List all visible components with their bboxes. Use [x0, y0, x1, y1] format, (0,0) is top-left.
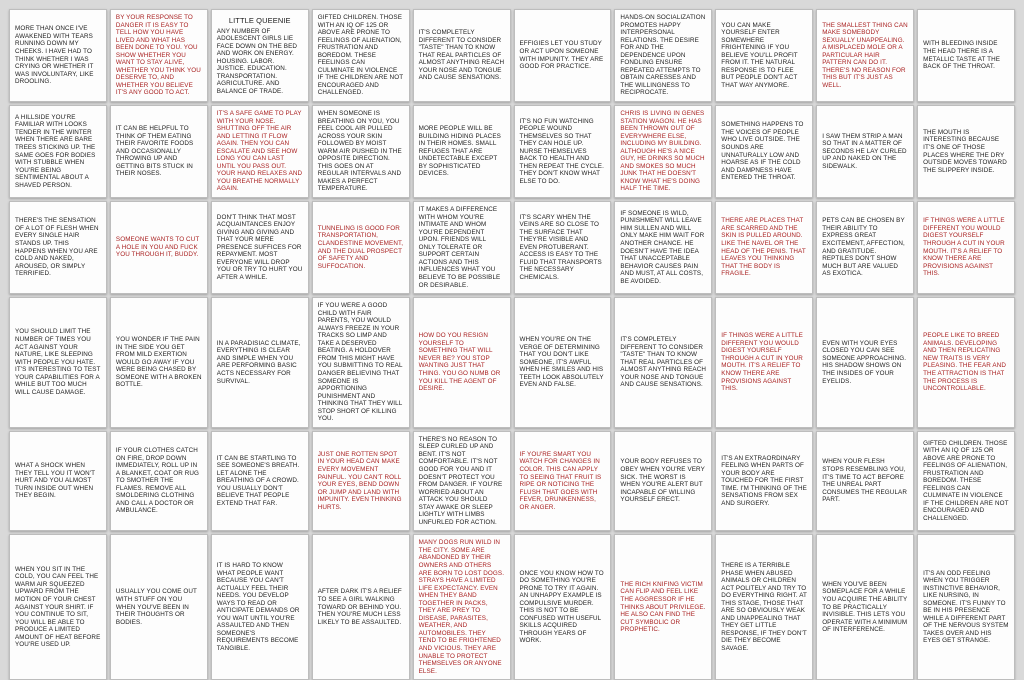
panel-text: IT'S COMPLETELY DIFFERENT TO CONSIDER "TASTE" THAN TO KNOW THAT REAL PARTICLES OF ALMOST ANYTHING REACH YOUR NOSE AND TONGUE AND CAUSE SENSATIONS. [620, 336, 706, 389]
panel-text: WHAT A SHOCK WHEN THEY TELL YOU IT WON'T HURT AND YOU ALMOST TURN INSIDE OUT WHEN THEY BEGIN. [15, 462, 95, 500]
panel-text: WHEN SOMEONE IS BREATHING ON YOU, YOU FEEL COOL AIR PULLED ACROSS YOUR SKIN FOLLOWED BY MOIST WARM AIR PUSHED IN THE OPPOSITE DIRECTION. THIS GOES ON AT REGULAR INTERVALS AND MAKES A PERFECT TEMPERATURE. [317, 110, 402, 193]
text-panel [312, 9, 410, 102]
panel-text: HOW DO YOU RESIGN YOURSELF TO SOMETHING THAT WILL NEVER BE? YOU STOP WANTING JUST THAT THING. YOU GO NUMB OR YOU KILL THE AGENT OF DESIRE. [418, 332, 501, 393]
panel-text: GIFTED CHILDREN. THOSE WITH AN IQ OF 125 OR ABOVE ARE PRONE TO FEELINGS OF ALIENATION, FRUSTRATION AND BOREDOM. THESE FEELINGS CAN CULMINATE IN VIOLENCE IF THE CHILDREN ARE NOT ENCOURAGED AND CHALLENGED. [317, 14, 404, 97]
text-panel [816, 201, 914, 294]
panel-text: IT'S NO FUN WATCHING PEOPLE WOUND THEMSELVES SO THAT THEY CAN HOLE UP. NURSE THEMSELVES BACK TO HEALTH AND THEN REPEAT THE CYCLE. THEY DON'T KNOW WHAT ELSE TO DO. [519, 117, 604, 185]
panel-text: IT'S AN EXTRAORDINARY FEELING WHEN PARTS OF YOUR BODY ARE TOUCHED FOR THE FIRST TIME. I'M THINKING OF THE SENSATIONS FROM SEX AND SURGERY. [721, 454, 807, 507]
text-panel [816, 9, 914, 102]
text-panel [211, 431, 309, 532]
panel-text: YOU SHOULD LIMIT THE NUMBER OF TIMES YOU ACT AGAINST YOUR NATURE, LIKE SLEEPING WITH PEOPLE YOU HATE. IT'S INTERESTING TO TEST YOUR CAPABILITIES FOR A WHILE BUT TOO MUCH WILL CAUSE DAMAGE. [15, 328, 101, 396]
text-panel [9, 105, 107, 198]
panel-text: ONCE YOU KNOW HOW TO DO SOMETHING YOU'RE PRONE TO TRY IT AGAIN. AN UNHAPPY EXAMPLE IS COMPULSIVE MURDER. THIS IS NOT TO BE CONFUSED WITH USEFUL SKILLS ACQUIRED THROUGH YEARS OF WORK. [519, 569, 604, 645]
panel-text: THERE IS A TERRIBLE PHASE WHEN ABUSED ANIMALS OR CHILDREN ACT POLITELY AND TRY TO DO EVERYTHING RIGHT. AT THIS STAGE, THOSE THAT ARE SO OBVIOUSLY WEAK AND UNAPPEALING THAT THEY GET LITTLE RESPONSE, IF THEY DON'T DIE THEY BECOME SAVAGE. [721, 562, 807, 653]
panel-text: IF SOMEONE IS WILD, PUNISHMENT WILL LEAVE HIM SULLEN AND WILL ONLY MAKE HIM WAIT FOR ANOTHER CHANCE. HE DOESN'T HAVE THE IDEA THAT UNACCEPTABLE BEHAVIOR CAUSES PAIN AND MUST, AT ALL COSTS, BE AVOIDED. [620, 209, 705, 285]
panel-text: YOU CAN MAKE YOURSELF ENTER SOMEWHERE FRIGHTENING IF YOU BELIEVE YOU'LL PROFIT FROM IT. THE NATURAL RESPONSE IS TO FLEE BUT PEOPLE DON'T ACT THAT WAY ANYMORE. [721, 21, 798, 89]
text-panel [211, 201, 309, 294]
panel-text: EFFIGIES LET YOU STUDY OR ACT UPON SOMEONE WITH IMPUNITY. THEY ARE GOOD FOR PRACTICE. [519, 40, 604, 71]
text-panel [413, 105, 511, 198]
panel-text: WHEN YOU'RE ON THE VERGE OF DETERMINING THAT YOU DON'T LIKE SOMEONE, IT'S AWFUL WHEN HE SMILES AND HIS TEETH LOOK ABSOLUTELY EVEN AND FALSE. [519, 336, 604, 389]
panel-text: WHEN YOUR FLESH STOPS RESEMBLING YOU, IT'S TIME TO ACT BEFORE THE UNREAL PART CONSUMES THE REGULAR PART. [822, 458, 907, 504]
text-panel [110, 105, 208, 198]
panel-text: IF YOU'RE SMART YOU WATCH FOR CHANGES IN COLOR. THIS CAN APPLY TO SEEING THAT FRUIT IS RIPE OR NOTICING THE FLUSH THAT GOES WITH FEVER, DRUNKENNESS, OR ANGER. [519, 450, 602, 511]
panel-text: IT'S A SAFE GAME TO PLAY WITH YOUR NOSE. SHUTTING OFF THE AIR AND LETTING IT FLOW AGAIN. THEN YOU CAN ESCALATE AND SEE HOW LONG YOU CAN LAST UNTIL YOU PASS OUT. YOUR HAND RELAXES AND YOU BREATHE NORMALLY AGAIN. [216, 110, 303, 193]
panel-text: IT'S COMPLETELY DIFFERENT TO CONSIDER "TASTE" THAN TO KNOW THAT REAL PARTICLES OF ALMOST ANYTHING REACH YOUR NOSE AND TONGUE AND CAUSE SENSATIONS. [418, 29, 505, 82]
text-panel [413, 534, 511, 680]
text-panel [917, 534, 1015, 680]
text-panel [715, 534, 813, 680]
text-panel [514, 297, 612, 428]
text-panel [816, 534, 914, 680]
text-panel [514, 201, 612, 294]
panel-text: GIFTED CHILDREN. THOSE WITH AN IQ OF 125 OR ABOVE ARE PRONE TO FEELINGS OF ALIENATION, FRUSTRATION AND BOREDOM. THESE FEELINGS CAN CULMINATE IN VIOLENCE IF THE CHILDREN ARE NOT ENCOURAGED AND CHALLENGED. [923, 439, 1009, 523]
panel-text: USUALLY YOU COME OUT WITH STUFF ON YOU WHEN YOU'VE BEEN IN THEIR THOUGHTS OR BODIES. [115, 588, 197, 626]
panel-text: WHEN YOU SIT IN THE COLD, YOU CAN FEEL THE WARM AIR SQUEEZED UPWARD FROM THE MOTION OF YOUR CHEST AGAINST YOUR SHIRT. IF YOU CONTINUE TO SIT, YOU WILL BE ABLE TO PRODUCE A LIMITED AMOUNT OF HEAT BEFORE YOU'RE USED UP. [15, 565, 101, 649]
text-panel [715, 431, 813, 532]
text-panel [614, 534, 712, 680]
text-panel [211, 9, 309, 102]
panel-text: THE MOUTH IS INTERESTING BECAUSE IT'S ONE OF THOSE PLACES WHERE THE DRY OUTSIDE MOVES TOWARD THE SLIPPERY INSIDE. [923, 128, 1007, 174]
text-panel [917, 105, 1015, 198]
text-panel [312, 431, 410, 532]
panel-text: YOUR BODY REFUSES TO OBEY WHEN YOU'RE VERY SICK. THE WORST IS WHEN YOU'RE ALERT BUT INCAPABLE OF WILLING YOURSELF ERECT. [620, 458, 705, 504]
text-panel [312, 105, 410, 198]
text-panel [715, 9, 813, 102]
panel-text: I SAW THEM STRIP A MAN SO THAT IN A MATTER OF SECONDS HE LAY CURLED UP AND NAKED ON THE SIDEWALK. [822, 132, 907, 170]
text-panel [9, 534, 107, 680]
panel-text: IT CAN BE STARTLING TO SEE SOMEONE'S BREATH. LET ALONE THE BREATHING OF A CROWD. YOU USUALLY DON'T BELIEVE THAT PEOPLE EXTEND THAT FAR. [216, 454, 300, 507]
panel-text: THERE ARE PLACES THAT ARE SCARRED AND THE SKIN IS PULLED AROUND. LIKE THE NAVEL OR THE HEAD OF THE PENIS. THAT LEAVES YOU THINKING THAT THE BODY IS FRAGILE. [721, 217, 806, 278]
panel-text: MANY DOGS RUN WILD IN THE CITY. SOME ARE ABANDONED BY THEIR OWNERS AND OTHERS ARE BORN TO LOST DOGS. STRAYS HAVE A LIMITED LIFE EXPECTANCY. EVEN WHEN THEY BAND TOGETHER IN PACKS, THEY ARE PREY TO DISEASE, PARASITES, WEATHER, AND AUTOMOBILES. THEY TEND TO BE FRIGHTENED AND VICIOUS. THEY ARE UNABLE TO PROTECT THEMSELVES OR ANYONE ELSE. [418, 539, 505, 675]
panel-text: JUST ONE ROTTEN SPOT IN YOUR HEAD CAN MAKE EVERY MOVEMENT PAINFUL. YOU CAN'T ROLL YOUR EYES, BEND DOWN OR JUMP AND LAND WITH IMPUNITY. EVEN THINKING HURTS. [317, 450, 402, 511]
panel-title: LITTLE QUEENIE [228, 15, 291, 25]
text-panel [917, 297, 1015, 428]
text-panel [9, 297, 107, 428]
panel-text: THE RICH KNIFING VICTIM CAN FLIP AND FEEL LIKE THE AGGRESSOR IF HE THINKS ABOUT PRIVILEGE. HE ALSO CAN FIND THE CUT SYMBOLIC OR PROPHETIC. [620, 580, 706, 634]
text-panel [211, 534, 309, 680]
text-panel [110, 431, 208, 532]
text-panel [211, 297, 309, 428]
panel-text: PETS CAN BE CHOSEN BY THEIR ABILITY TO EXPRESS GREAT EXCITEMENT, AFFECTION, AND GRATITUDE. REPTILES DON'T SHOW MUCH BUT ARE VALUED AS EXOTICA. [822, 217, 905, 278]
panel-text: BY YOUR RESPONSE TO DANGER IT IS EASY TO TELL HOW YOU HAVE LIVED AND WHAT HAS BEEN DONE TO YOU. YOU SHOW WHETHER YOU WANT TO STAY ALIVE, WHETHER YOU THINK YOU DESERVE TO, AND WHETHER YOU BELIEVE IT'S ANY GOOD TO ACT. [115, 14, 201, 97]
text-panel [614, 9, 712, 102]
panel-text: IF YOU WERE A GOOD CHILD WITH FAIR PARENTS, YOU WOULD ALWAYS FREEZE IN YOUR TRACKS SO LIMP AND TAKE A DESERVED BEATING. A HOLDOVER FROM THIS MIGHT HAVE YOU SUBMITTING TO REAL DANGER BELIEVING THAT SOMEONE IS APPORTIONING PUNISHMENT AND THINKING THAT THEY WILL STOP SHORT OF KILLING YOU. [317, 302, 403, 423]
panel-grid [9, 9, 1015, 675]
text-panel [110, 201, 208, 294]
text-panel [312, 297, 410, 428]
text-panel [816, 431, 914, 532]
panel-text: IT CAN BE HELPFUL TO THINK OF THEM EATING THEIR FAVORITE FOODS AND OCCASIONALLY THROWING UP AND GETTING BITS STUCK IN THEIR NOSES. [115, 125, 194, 178]
text-panel [514, 9, 612, 102]
panel-text: IT MAKES A DIFFERENCE WITH WHOM YOU'RE INTIMATE AND WHOM YOU'RE DEPENDENT UPON. FRIENDS WILL ONLY TOLERATE OR SUPPORT CERTAIN ACTIONS AND THIS INFLUENCES WHAT YOU BELIEVE TO BE POSSIBLE OR DESIRABLE. [418, 206, 501, 289]
panel-text: EVEN WITH YOUR EYES CLOSED YOU CAN SEE SOMEONE APPROACHING. HIS SHADOW SHOWS ON THE INSIDES OF YOUR EYELIDS. [822, 339, 907, 385]
panel-text: IT'S AN ODD FEELING WHEN YOU TRIGGER INSTINCTIVE BEHAVIOR, LIKE NURSING, IN SOMEONE. IT'S FUNNY TO BE IN HIS PRESENCE WHILE A DIFFERENT PART OF THE NERVOUS SYSTEM TAKES OVER AND HIS EYES GET STRANGE. [923, 569, 1009, 645]
panel-text: THE SMALLEST THING CAN MAKE SOMEBODY SEXUALLY UNAPPEALING. A MISPLACED MOLE OR A PARTICULAR HAIR PATTERN CAN DO IT. THERE'S NO REASON FOR THIS BUT IT'S JUST AS WELL. [822, 21, 908, 89]
text-panel [514, 534, 612, 680]
panel-text: MORE PEOPLE WILL BE BUILDING HIDING PLACES IN THEIR HOMES. SMALL REFUGES THAT ARE UNDETECTABLE EXCEPT BY SOPHISTICATED DEVICES. [418, 125, 501, 178]
panel-text: SOMETHING HAPPENS TO THE VOICES OF PEOPLE WHO LIVE OUTSIDE. THE SOUNDS ARE UNNATURALLY LOW AND HOARSE AS IF THE COLD AND DAMPNESS HAVE ENTERED THE THROAT. [721, 121, 804, 182]
panel-text: WHEN YOU'VE BEEN SOMEPLACE FOR A WHILE YOU ACQUIRE THE ABILITY TO BE PRACTICALLY INVISIBLE. THIS LETS YOU OPERATE WITH A MINIMUM OF INTERFERENCE. [822, 580, 908, 634]
text-panel [917, 201, 1015, 294]
panel-text: DON'T THINK THAT MOST ACQUAINTANCES ENJOY GIVING AND GIVING AND THAT YOUR MERE PRESENCE SUFFICES FOR REPAYMENT. MOST EVERYONE WILL DROP YOU OR TRY TO HURT YOU AFTER A WHILE. [216, 213, 303, 281]
text-panel [917, 431, 1015, 532]
text-panel [110, 297, 208, 428]
text-panel [413, 297, 511, 428]
text-panel [211, 105, 309, 198]
panel-text: MORE THAN ONCE I'VE AWAKENED WITH TEARS RUNNING DOWN MY CHEEKS. I HAVE HAD TO THINK WHETHER I WAS CRYING OR WHETHER IT WAS INVOLUNTARY, LIKE DROOLING. [15, 25, 94, 86]
text-panel [614, 201, 712, 294]
text-panel [110, 9, 208, 102]
text-panel [413, 201, 511, 294]
text-panel [312, 201, 410, 294]
panel-text: AFTER DARK IT'S A RELIEF TO SEE A GIRL WALKING TOWARD OR BEHIND YOU. THEN YOU'RE MUCH LESS LIKELY TO BE ASSAULTED. [317, 588, 402, 626]
panel-text: CHRIS IS LIVING IN GENES STATION WAGON. HE HAS BEEN THROWN OUT OF EVERYWHERE ELSE, INCLUDING MY BUILDING. ALTHOUGH HE'S A NICE GUY, HE DRINKS SO MUCH AND SMOKES SO MUCH JUNK THAT HE DOESN'T KNOW WHAT HE'S DOING HALF THE TIME. [620, 110, 705, 193]
text-panel [816, 105, 914, 198]
panel-text: SOMEONE WANTS TO CUT A HOLE IN YOU AND FUCK YOU THROUGH IT, BUDDY. [115, 236, 200, 259]
text-panel [614, 431, 712, 532]
text-panel [413, 9, 511, 102]
panel-text: IT'S SCARY WHEN THE VEINS ARE SO CLOSE TO THE SURFACE THAT THEY'RE VISIBLE AND EVEN PROTUBERANT. ACCESS IS EASY TO THE FLUID THAT TRANSPORTS THE NECESSARY CHEMICALS. [519, 213, 602, 281]
text-panel [715, 105, 813, 198]
text-panel [816, 297, 914, 428]
text-panel [413, 431, 511, 532]
panel-text: PEOPLE LIKE TO BREED ANIMALS. DEVELOPING AND THEN REPLICATING NEW TRAITS IS VERY PLEASING. THE FEAR AND THE ATTRACTION IS THAT THE PROCESS IS UNCONTROLLABLE. [923, 332, 1007, 393]
panel-text: IN A PARADISIAC CLIMATE, EVERYTHING IS CLEAR AND SIMPLE WHEN YOU ARE PERFORMING BASIC ACTS NECESSARY FOR SURVIVAL. [216, 339, 301, 385]
text-panel [614, 105, 712, 198]
panel-text: THERE'S NO REASON TO SLEEP CURLED UP AND BENT. IT'S NOT COMFORTABLE. IT'S NOT GOOD FOR YOU AND IT DOESN'T PROTECT YOU FROM DANGER. IF YOU'RE WORRIED ABOUT AN ATTACK YOU SHOULD STAY AWAKE OR SLEEP LIGHTLY WITH LIMBS UNFURLED FOR ACTION. [418, 435, 503, 526]
panel-text: IF YOUR CLOTHES CATCH ON FIRE, DROP DOWN IMMEDIATELY, ROLL UP IN A BLANKET, COAT OR RUG TO SMOTHER THE FLAMES. REMOVE ALL SMOLDERING CLOTHING AND CALL A DOCTOR OR AMBULANCE. [115, 447, 200, 515]
text-panel [9, 431, 107, 532]
panel-text: YOU WONDER IF THE PAIN IN THE SIDE YOU GET FROM MILD EXERTION WOULD GO AWAY IF YOU WERE BEING CHASED BY SOMEONE WITH A BROKEN BOTTLE. [115, 336, 202, 389]
text-panel [614, 297, 712, 428]
text-panel [715, 201, 813, 294]
panel-text: A HILLSIDE YOU'RE FAMILIAR WITH LOOKS TENDER IN THE WINTER WHEN THERE ARE BARE TREES STICKING UP. THE SAME GOES FOR BODIES WITH STUBBLE WHEN YOU'RE BEING SENTIMENTAL ABOUT A SHAVED PERSON. [15, 113, 96, 189]
panel-text: WITH BLEEDING INSIDE THE HEAD THERE IS A METALLIC TASTE AT THE BACK OF THE THROAT. [923, 40, 1001, 71]
panel-text: HANDS-ON SOCIALIZATION PROMOTES HAPPY INTERPERSONAL RELATIONS. THE DESIRE FOR AND THE DEPENDENCE UPON FONDLING ENSURE REPEATED ATTEMPTS TO OBTAIN CARESSES AND THE WILLINGNESS TO RECIPROCATE. [620, 14, 706, 97]
text-panel [917, 9, 1015, 102]
panel-text: TUNNELING IS GOOD FOR TRANSPORTATION, CLANDESTINE MOVEMENT, AND THE DUAL PROSPECT OF SAFETY AND SUFFOCATION. [317, 224, 404, 270]
panel-text: IF THINGS WERE A LITTLE DIFFERENT YOU WOULD DIGEST YOURSELF THROUGH A CUT IN YOUR MOUTH. IT'S A RELIEF TO KNOW THERE ARE PROVISIONS AGAINST THIS. [721, 332, 803, 393]
text-panel [312, 534, 410, 680]
text-panel [514, 431, 612, 532]
panel-text: IF THINGS WERE A LITTLE DIFFERENT YOU WOULD DIGEST YOURSELF THROUGH A CUT IN YOUR MOUTH. IT'S A RELIEF TO KNOW THERE ARE PROVISIONS AGAINST THIS. [923, 217, 1005, 278]
panel-text: IT IS HARD TO KNOW WHAT PEOPLE WANT BECAUSE YOU CAN'T ACTUALLY FEEL THEIR NEEDS. YOU DEVELOP WAYS TO READ OR ANTICIPATE DEMANDS OR YOU WAIT UNTIL YOU'RE ASSAULTED AND THEN SOMEONE'S REQUIREMENTS BECOME TANGIBLE. [216, 562, 300, 653]
panel-text: THERE'S THE SENSATION OF A LOT OF FLESH WHEN EVERY SINGLE HAIR STANDS UP. THIS HAPPENS WHEN YOU ARE COLD AND NAKED, AROUSED, OR SIMPLY TERRIFIED. [15, 217, 99, 278]
text-panel [514, 105, 612, 198]
text-panel [110, 534, 208, 680]
text-panel [9, 9, 107, 102]
text-panel [9, 201, 107, 294]
panel-text: ANY NUMBER OF ADOLESCENT GIRLS LIE FACE DOWN ON THE BED AND WORK ON ENERGY. HOUSING. LABOR. JUSTICE. EDUCATION. TRANSPORTATION. AGRICULTURE. AND BALANCE OF TRADE. [216, 27, 298, 95]
text-panel [715, 297, 813, 428]
